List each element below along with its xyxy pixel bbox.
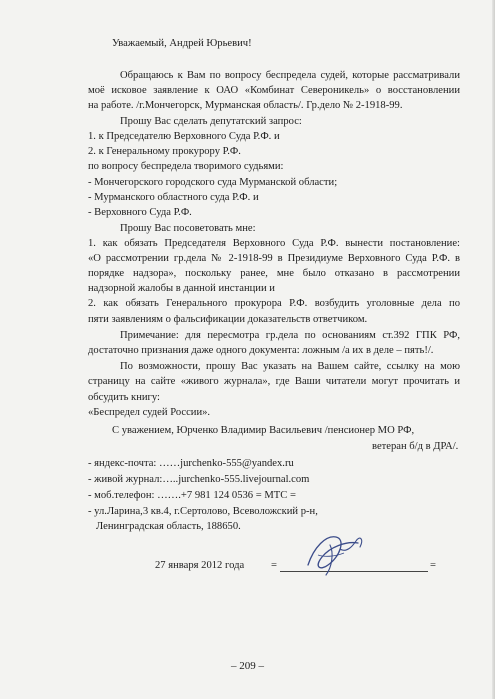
intro-line: моё исковое заявление к ОАО «Комбинат Североникель» о восстановлении bbox=[88, 85, 460, 96]
note-line: Примечание: для пересмотра гр.дела по основаниям ст.392 ГПК РФ, bbox=[120, 330, 460, 341]
letter-date: 27 января 2012 года bbox=[155, 560, 245, 571]
advice-heading: Прошу Вас посоветовать мне: bbox=[120, 223, 256, 234]
intro-line: Обращаюсь к Вам по вопросу беспредела судей, которые рассматривали bbox=[120, 70, 460, 81]
closing-request-line: страницу на сайте «живого журнала», где Ваши читатели могут прочитать и bbox=[88, 376, 460, 387]
signature-line-left-mark: = bbox=[271, 560, 277, 571]
closing-request-line: обсудить книгу: bbox=[88, 392, 160, 403]
contact-email: - яндекс-почта: ……jurchenko-555@yandex.ru bbox=[88, 458, 294, 469]
request-item: - Верховного Суда Р.Ф. bbox=[88, 207, 192, 218]
request-item: - Мончегорского городского суда Мурманской области; bbox=[88, 177, 338, 188]
greeting: Уважаемый, Андрей Юрьевич! bbox=[112, 38, 252, 49]
request-item: - Мурманского областного суда Р.Ф. и bbox=[88, 192, 259, 203]
advice-item: пяти заявлениям о фальсификации доказательств ответчиком. bbox=[88, 314, 368, 325]
contact-address: - ул.Ларина,3 кв.4, г.Сертолово, Всеволожский р-н, bbox=[88, 506, 318, 517]
handwritten-signature bbox=[300, 527, 370, 579]
closing-request-line: По возможности, прошу Вас указать на Вашем сайте, ссылку на мою bbox=[120, 361, 460, 372]
advice-item: 2. как обязать Генерального прокурора Р.Ф. возбудить уголовные дела по bbox=[88, 298, 460, 309]
request-item: 1. к Председателю Верховного Суда Р.Ф. и bbox=[88, 131, 280, 142]
advice-item: надзорной жалобы в данной инстанции и bbox=[88, 283, 275, 294]
note-line: достаточно признания даже одного документа: ложным /а их в деле – пять!/. bbox=[88, 345, 434, 356]
request-heading: Прошу Вас сделать депутатский запрос: bbox=[120, 116, 302, 127]
contact-phone: - моб.телефон: …….+7 981 124 0536 = МТС = bbox=[88, 490, 296, 501]
contact-blog: - живой журнал:…..jurchenko-555.livejournal.com bbox=[88, 474, 310, 485]
advice-item: порядке надзора», поскольку ранее, мне было отказано в рассмотрении bbox=[88, 268, 460, 279]
regards-cont: ветеран б/д в ДРА/. bbox=[372, 441, 459, 452]
request-item: 2. к Генеральному прокурору Р.Ф. bbox=[88, 146, 241, 157]
request-item: по вопросу беспредела творимого судьями: bbox=[88, 161, 284, 172]
contact-address-cont: Ленинградская область, 188650. bbox=[96, 521, 241, 532]
advice-item: 1. как обязать Председателя Верховного Суда Р.Ф. вынести постановление: bbox=[88, 238, 460, 249]
regards: С уважением, Юрченко Владимир Васильевич /пенсионер МО РФ, bbox=[112, 425, 415, 436]
book-title: «Беспредел судей России». bbox=[88, 407, 211, 418]
page-number: – 209 – bbox=[231, 660, 264, 672]
signature-line-right-mark: = bbox=[430, 560, 436, 571]
advice-item: «О рассмотрении гр.дела № 2-1918-99 в Президиуме Верховного Суда Р.Ф. в bbox=[88, 253, 460, 264]
intro-line: на работе. /г.Мончегорск, Мурманская область/. Гр.дело № 2-1918-99. bbox=[88, 100, 403, 111]
